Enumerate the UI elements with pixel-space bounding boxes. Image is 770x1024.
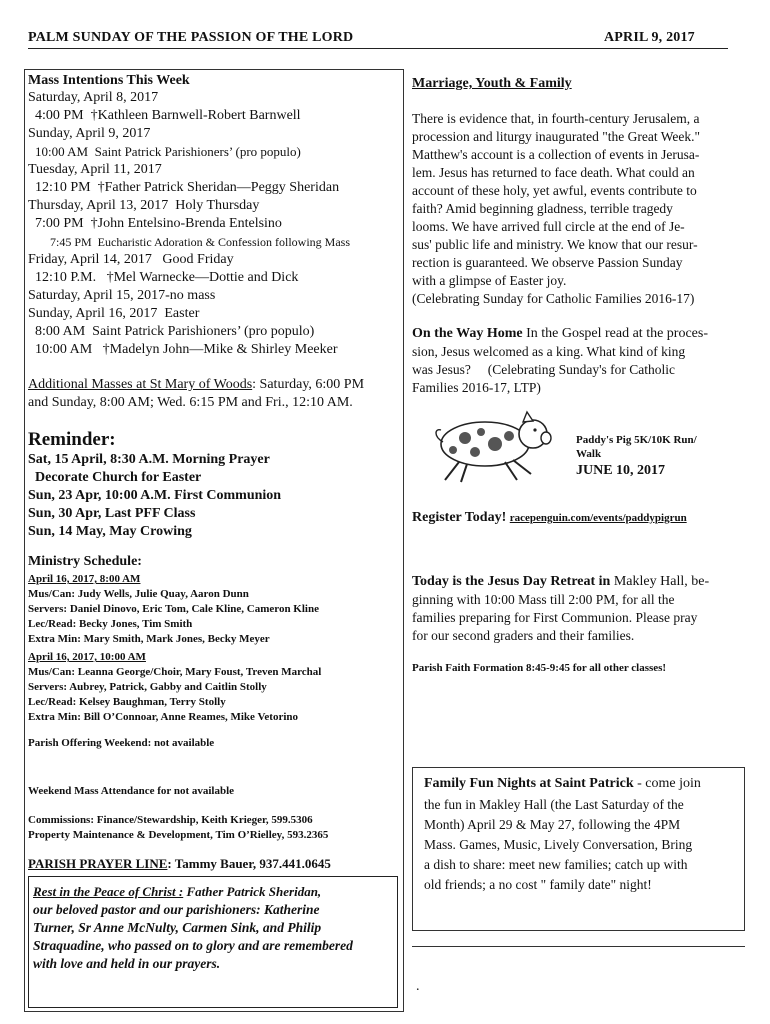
mass-intention-line: Saturday, April 8, 2017 (28, 90, 159, 105)
mass-intention-line: Sunday, April 16, 2017 Easter (28, 306, 200, 321)
header-rule (28, 48, 728, 49)
bulletin-title: PALM SUNDAY OF THE PASSION OF THE LORD (28, 30, 354, 45)
marriage-title: Marriage, Youth & Family (412, 76, 572, 91)
additional-masses-text: : Saturday, 6:00 PM (252, 377, 365, 392)
marriage-text-line: faith? Amid beginning gladness, terrible tragedy (412, 201, 673, 216)
reminder-item: Decorate Church for Easter (28, 470, 202, 485)
marriage-text-line: Matthew's account is a collection of events in Jerusa- (412, 147, 700, 162)
ministry-date-2: April 16, 2017, 10:00 AM (28, 651, 146, 663)
marriage-text-line: lem. Jesus has returned to face death. What could an (412, 165, 695, 180)
rip-lead: Rest in the Peace of Christ : (33, 884, 184, 899)
mass-intention-line: Saturday, April 15, 2017-no mass (28, 288, 216, 303)
retreat-first: Makley Hall, be- (610, 574, 710, 589)
rip-text-0: Father Patrick Sheridan, (183, 884, 322, 899)
mass-intention-line: 7:00 PM †John Entelsino-Brenda Entelsino (28, 216, 282, 231)
register-link[interactable]: racepenguin.com/events/paddypigrun (509, 512, 687, 524)
prayer-line-label: PARISH PRAYER LINE (28, 856, 168, 871)
mass-intention-line: 10:00 AM †Madelyn John—Mike & Shirley Meeker (28, 342, 338, 357)
mass-attendance: Weekend Mass Attendance for not available (28, 785, 235, 797)
additional-masses-line1 (28, 376, 364, 394)
way-home-lead: On the Way Home (412, 326, 523, 341)
additional-masses-label: Additional Masses at St Mary of Woods (28, 377, 253, 392)
mass-intention-line: 4:00 PM †Kathleen Barnwell-Robert Barnwell (28, 108, 301, 123)
family-fun-first: - come join (633, 776, 701, 791)
ministry-title: Ministry Schedule: (28, 554, 142, 569)
retreat-line1 (412, 573, 709, 591)
family-fun-text-line: a dish to share: meet new families; catch up with (424, 857, 688, 872)
ministry-assignment: Extra Min: Bill O’Connoar, Anne Reames, Mike Vetorino (28, 711, 299, 723)
commissions: Commissions: Finance/Stewardship, Keith Krieger, 599.5306 (28, 814, 313, 826)
mass-intention-line: 12:10 P.M. †Mel Warnecke—Dottie and Dick (28, 270, 299, 285)
ministry-assignment: Servers: Aubrey, Patrick, Gabby and Caitlin Stolly (28, 681, 267, 693)
mass-intention-line: 7:45 PM Eucharistic Adoration & Confession following Mass (50, 235, 350, 249)
retreat-lead: Today is the Jesus Day Retreat in (412, 574, 611, 589)
rip-text-line: with love and held in our prayers. (33, 956, 221, 971)
rip-text-line: our beloved pastor and our parishioners: Katherine (33, 902, 320, 917)
mass-intention-line: Thursday, April 13, 2017 Holy Thursday (28, 198, 260, 213)
rip-text-line: Turner, Sr Anne McNulty, Carmen Sink, and Philip (33, 920, 322, 935)
marriage-text-line: procession and liturgy inaugurated "the Great Week." (412, 129, 700, 144)
way-home-line1 (412, 325, 708, 343)
reminder-item: Sun, 14 May, May Crowing (28, 524, 192, 539)
way-home-first: In the Gospel read at the proces- (522, 326, 709, 341)
prayer-line (28, 855, 331, 873)
ministry-assignment: Servers: Daniel Dinovo, Eric Tom, Cale Kline, Cameron Kline (28, 603, 319, 615)
rip-line-1 (33, 883, 321, 901)
reminder-item: Sun, 30 Apr, Last PFF Class (28, 506, 196, 521)
marriage-text-line: account of these holy, yet awful, events contribute to (412, 183, 697, 198)
mass-intention-line: Sunday, April 9, 2017 (28, 126, 151, 141)
faith-formation: Parish Faith Formation 8:45-9:45 for all other classes! (412, 662, 667, 674)
offering-weekend: Parish Offering Weekend: not available (28, 737, 215, 749)
family-fun-text-line: the fun in Makley Hall (the Last Saturday of the (424, 797, 684, 812)
retreat-text-line: ginning with 10:00 Mass till 2:00 PM, for all the (412, 592, 675, 607)
register-line (412, 509, 687, 527)
reminder-item: Sat, 15 April, 8:30 A.M. Morning Prayer (28, 452, 270, 467)
pig-run-title-2: Walk (576, 448, 602, 460)
ministry-assignment: Mus/Can: Leanna George/Choir, Mary Foust, Treven Marchal (28, 666, 322, 678)
family-fun-text-line: old friends; a no cost " family date" night! (424, 877, 652, 892)
pig-run-title-1: Paddy's Pig 5K/10K Run/ (576, 434, 697, 446)
register-label: Register Today! (412, 510, 507, 525)
ministry-assignment: Lec/Read: Kelsey Baughman, Terry Stolly (28, 696, 226, 708)
pig-run-date: JUNE 10, 2017 (576, 463, 666, 478)
reminder-item: Sun, 23 Apr, 10:00 A.M. First Communion (28, 488, 282, 503)
family-fun-lead: Family Fun Nights at Saint Patrick (424, 776, 634, 791)
marriage-text-line: looms. We have arrived full circle at the end of Je- (412, 219, 685, 234)
family-fun-text-line: Month) April 29 & May 27, following the 4PM (424, 817, 681, 832)
way-home-text-line: Families 2016-17, LTP) (412, 380, 541, 395)
marriage-text-line: There is evidence that, in fourth-century Jerusalem, a (412, 111, 700, 126)
bulletin-date: APRIL 9, 2017 (604, 30, 695, 45)
mass-intention-line: Tuesday, April 11, 2017 (28, 162, 162, 177)
marriage-text-line: rection is guaranteed. We observe Passion Sunday (412, 255, 683, 270)
ministry-assignment: Extra Min: Mary Smith, Mark Jones, Becky Meyer (28, 633, 270, 645)
marriage-text-line: (Celebrating Sunday for Catholic Families 2016-17) (412, 291, 695, 306)
marriage-text-line: with a glimpse of Easter joy. (412, 273, 567, 288)
marriage-text-line: sus' public life and ministry. We know that our resur- (412, 237, 698, 252)
additional-masses-line2: and Sunday, 8:00 AM; Wed. 6:15 PM and Fri., 12:10 AM. (28, 395, 353, 410)
prayer-line-contact: : Tammy Bauer, 937.441.0645 (167, 856, 331, 871)
retreat-text-line: for our second graders and their families. (412, 628, 635, 643)
pig-icon (423, 408, 563, 488)
family-fun-text-line: Mass. Games, Music, Lively Conversation, Bring (424, 837, 693, 852)
retreat-text-line: families preparing for First Communion. Please pray (412, 610, 698, 625)
mass-intention-line: 12:10 PM †Father Patrick Sheridan—Peggy Sheridan (28, 180, 340, 195)
ministry-date-1: April 16, 2017, 8:00 AM (28, 573, 141, 585)
footer-mark: . (416, 979, 420, 994)
mass-intention-line: 10:00 AM Saint Patrick Parishioners’ (pro populo) (35, 144, 301, 159)
reminder-title: Reminder: (28, 429, 116, 450)
property-maintenance: Property Maintenance & Development, Tim O’Rielley, 593.2365 (28, 829, 329, 841)
mass-intention-line: 8:00 AM Saint Patrick Parishioners’ (pro populo) (28, 324, 315, 339)
way-home-text-line: was Jesus? (Celebrating Sunday's for Catholic (412, 362, 676, 377)
way-home-text-line: sion, Jesus welcomed as a king. What kind of king (412, 344, 686, 359)
ministry-assignment: Lec/Read: Becky Jones, Tim Smith (28, 618, 193, 630)
right-bottom-rule (412, 946, 745, 947)
rip-text-line: Straquadine, who passed on to glory and are remembered (33, 938, 353, 953)
family-fun-line1 (424, 775, 701, 793)
mass-intention-line: Friday, April 14, 2017 Good Friday (28, 252, 234, 267)
mass-intentions-title: Mass Intentions This Week (28, 73, 190, 88)
ministry-assignment: Mus/Can: Judy Wells, Julie Quay, Aaron Dunn (28, 588, 249, 600)
